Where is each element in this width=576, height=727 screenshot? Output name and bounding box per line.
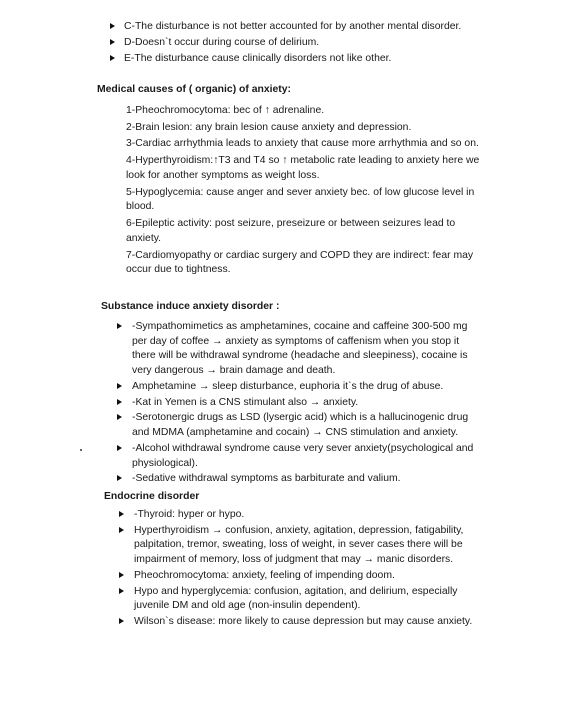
bullet-triangle-icon — [117, 383, 122, 389]
substance-text: -Serotonergic drugs as LSD (lysergic acid) which is a hallucinogenic drug and MDMA (amphetamine and cocain) → CNS stimulation and anxiety. — [132, 412, 469, 439]
substance-text: -Sedative withdrawal symptoms as barbiturate and valium. — [132, 473, 401, 485]
criteria-text: C-The disturbance is not better accounted for by another mental disorder. — [124, 21, 462, 32]
substance-text: -Alcohol withdrawal syndrome cause very sever anxiety(psychological and physiological). — [132, 442, 474, 469]
endocrine-text: Pheochromocytoma: anxiety, feeling of impending doom. — [134, 569, 395, 581]
bullet-triangle-icon — [119, 618, 124, 624]
bullet-triangle-icon — [119, 527, 124, 533]
bullet-triangle-icon — [117, 414, 122, 420]
substance-text: Amphetamine → sleep disturbance, euphoria it`s the drug of abuse. — [132, 380, 444, 392]
list-item — [0, 36, 504, 51]
section-heading: Endocrine disorder — [104, 491, 200, 502]
list-item — [0, 442, 480, 472]
list-item — [0, 615, 474, 630]
list-item — [0, 320, 480, 379]
stray-dot-mark — [80, 449, 82, 451]
list-item — [0, 411, 480, 441]
endocrine-section — [0, 490, 576, 631]
criteria-text: D-Doesn`t occur during course of delirium. — [124, 36, 320, 48]
list-item: 5-Hypoglycemia: cause anger and sever anxiety bec. of low glucose level in blood. — [126, 186, 475, 213]
bullet-triangle-icon — [117, 399, 122, 405]
criteria-list — [0, 20, 576, 66]
list-item — [0, 380, 480, 395]
endocrine-list — [0, 508, 576, 630]
substance-text: -Sympathomimetics as amphetamines, cocaine and caffeine 300-500 mg per day of coffee → anxiety as symptoms of caffenism when you stop it there will be withdrawal syndrome (headache and sleepiness), cocaine is very dangerous → brain damage and death. — [132, 320, 468, 377]
list-item: 1-Pheochromocytoma: bec of ↑ adrenaline. — [126, 104, 325, 116]
criteria-section — [0, 20, 576, 67]
list-item — [0, 569, 474, 584]
medical-causes-list — [0, 104, 488, 278]
endocrine-text: Wilson`s disease: more likely to cause depression but may cause anxiety. — [134, 616, 473, 628]
list-item: 7-Cardiomyopathy or cardiac surgery and COPD they are indirect: fear may occur due to tightness. — [126, 249, 474, 276]
bullet-triangle-icon — [117, 323, 122, 329]
endocrine-text: Hyperthyroidism → confusion, anxiety, agitation, depression, fatigability, palpitation, tremor, sweating, loss of weight, in sever cases there will be impairment of memory, loss of judgment that may → manic disorders. — [134, 524, 464, 566]
bullet-triangle-icon — [119, 572, 124, 578]
list-item — [0, 585, 474, 615]
bullet-triangle-icon — [110, 55, 115, 61]
list-item — [0, 508, 474, 523]
section-heading: Substance induce anxiety disorder : — [101, 301, 280, 312]
substance-section — [0, 300, 576, 488]
bullet-triangle-icon — [110, 39, 115, 45]
bullet-triangle-icon — [117, 445, 122, 451]
endocrine-text: -Thyroid: hyper or hypo. — [134, 508, 245, 520]
list-item — [0, 20, 504, 35]
list-item: 3-Cardiac arrhythmia leads to anxiety that cause more arrhythmia and so on. — [126, 138, 479, 150]
list-item — [0, 396, 480, 411]
medical-causes-section — [0, 83, 576, 280]
list-item: 2-Brain lesion: any brain lesion cause anxiety and depression. — [126, 121, 412, 133]
list-item — [0, 524, 474, 568]
list-item — [0, 52, 504, 67]
criteria-text: E-The disturbance cause clinically disorders not like other. — [124, 52, 392, 64]
section-heading: Medical causes of ( organic) of anxiety: — [97, 84, 292, 95]
endocrine-text: Hypo and hyperglycemia: confusion, agitation, and delirium, especially juvenile DM and old age (non-insulin dependent). — [134, 585, 458, 612]
bullet-triangle-icon — [119, 588, 124, 594]
list-item: 6-Epileptic activity: post seizure, preseizure or between seizures lead to anxiety. — [126, 218, 456, 244]
bullet-triangle-icon — [117, 475, 122, 481]
bullet-triangle-icon — [110, 23, 115, 29]
substance-text: -Kat in Yemen is a CNS stimulant also → anxiety. — [132, 396, 359, 408]
list-item — [0, 472, 480, 487]
bullet-triangle-icon — [119, 511, 124, 517]
substance-list — [0, 320, 576, 487]
list-item: 4-Hyperthyroidism:↑T3 and T4 so ↑ metabolic rate leading to anxiety here we look for another symptoms as weight loss. — [126, 155, 480, 181]
